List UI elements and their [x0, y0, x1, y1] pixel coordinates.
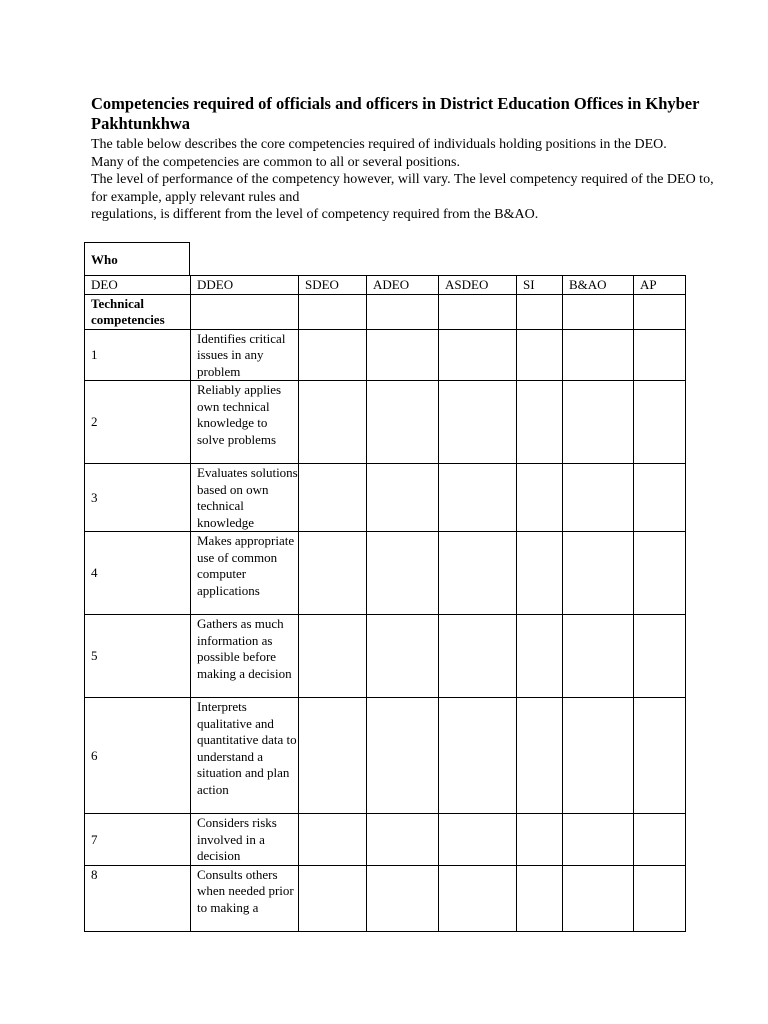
column-header-ddeo: DDEO	[191, 276, 299, 295]
header-row	[85, 276, 686, 295]
table-cell	[439, 615, 517, 698]
table-cell	[634, 814, 686, 866]
table-cell	[634, 329, 686, 381]
table-cell	[299, 294, 367, 329]
table-cell	[367, 698, 439, 814]
table-cell	[634, 865, 686, 931]
competency-description: Evaluates solutions based on own technical knowledge	[191, 464, 299, 532]
table-cell	[563, 381, 634, 464]
competency-description: Identifies critical issues in any problem	[191, 329, 299, 381]
table-cell	[634, 464, 686, 532]
table-row	[85, 615, 686, 698]
table-cell	[517, 329, 563, 381]
table-body	[85, 276, 686, 932]
row-number: 1	[85, 329, 191, 381]
table-cell	[439, 698, 517, 814]
table-cell	[517, 464, 563, 532]
table-cell	[563, 329, 634, 381]
table-cell	[439, 381, 517, 464]
competency-description: Considers risks involved in a decision	[191, 814, 299, 866]
table-cell	[634, 294, 686, 329]
column-header-si: SI	[517, 276, 563, 295]
table-cell	[439, 814, 517, 866]
table-cell	[299, 329, 367, 381]
table-cell	[517, 698, 563, 814]
table-row	[85, 698, 686, 814]
who-label: Who	[84, 242, 190, 275]
competency-description: Interprets qualitative and quantitative data to understand a situation and plan action	[191, 698, 299, 814]
table-row	[85, 329, 686, 381]
table-cell	[563, 532, 634, 615]
table-cell	[299, 464, 367, 532]
competency-description: Makes appropriate use of common computer applications	[191, 532, 299, 615]
table-cell	[439, 329, 517, 381]
row-number: 5	[85, 615, 191, 698]
table-cell	[517, 615, 563, 698]
competency-description: Gathers as much information as possible before making a decision	[191, 615, 299, 698]
table-cell	[439, 532, 517, 615]
table-cell	[299, 814, 367, 866]
competency-table	[84, 275, 686, 932]
competency-description: Consults others when needed prior to making a	[191, 865, 299, 931]
table-row	[85, 464, 686, 532]
table-cell	[517, 865, 563, 931]
table-cell	[299, 381, 367, 464]
column-header-asdeo: ASDEO	[439, 276, 517, 295]
table-cell	[563, 698, 634, 814]
table-cell	[563, 865, 634, 931]
table-cell	[367, 814, 439, 866]
table-cell	[563, 294, 634, 329]
table-row	[85, 865, 686, 931]
section-label: Technical competencies	[85, 294, 191, 329]
table-cell	[563, 814, 634, 866]
table-cell	[367, 532, 439, 615]
table-cell	[299, 532, 367, 615]
table-cell	[191, 294, 299, 329]
section-row	[85, 294, 686, 329]
column-header-deo: DEO	[85, 276, 191, 295]
document-title: Competencies required of officials and officers in District Education Offices in Khyber Pakhtunkhwa	[91, 94, 700, 133]
row-number: 4	[85, 532, 191, 615]
table-row	[85, 381, 686, 464]
intro-paragraph: The table below describes the core competencies required of individuals holding positions in the DEO.	[91, 137, 667, 152]
table-row	[85, 814, 686, 866]
intro-paragraph: Many of the competencies are common to all or several positions.	[91, 154, 460, 170]
table-cell	[634, 532, 686, 615]
intro-paragraph: The level of performance of the competency however, will vary. The level competency required of the DEO to, for example, apply relevant rules and	[91, 172, 714, 205]
table-cell	[367, 464, 439, 532]
column-header-bao: B&AO	[563, 276, 634, 295]
column-header-sdeo: SDEO	[299, 276, 367, 295]
intro-text	[91, 136, 731, 224]
row-number: 6	[85, 698, 191, 814]
table-cell	[517, 532, 563, 615]
table-cell	[299, 865, 367, 931]
row-number: 8	[85, 865, 191, 931]
table-cell	[299, 698, 367, 814]
table-cell	[634, 381, 686, 464]
column-header-adeo: ADEO	[367, 276, 439, 295]
table-cell	[367, 381, 439, 464]
intro-paragraph: regulations, is different from the level of competency required from the B&AO.	[91, 207, 539, 222]
row-number: 7	[85, 814, 191, 866]
table-cell	[634, 698, 686, 814]
row-number: 3	[85, 464, 191, 532]
table-cell	[367, 865, 439, 931]
table-cell	[563, 464, 634, 532]
table-cell	[367, 615, 439, 698]
table-cell	[517, 814, 563, 866]
table-cell	[299, 615, 367, 698]
table-cell	[367, 329, 439, 381]
table-cell	[439, 464, 517, 532]
row-number: 2	[85, 381, 191, 464]
column-header-ap: AP	[634, 276, 686, 295]
table-cell	[563, 615, 634, 698]
table-cell	[367, 294, 439, 329]
table-cell	[517, 294, 563, 329]
competency-description: Reliably applies own technical knowledge to solve problems	[191, 381, 299, 464]
table-cell	[517, 381, 563, 464]
table-cell	[634, 615, 686, 698]
table-cell	[439, 865, 517, 931]
table-row	[85, 532, 686, 615]
table-cell	[439, 294, 517, 329]
